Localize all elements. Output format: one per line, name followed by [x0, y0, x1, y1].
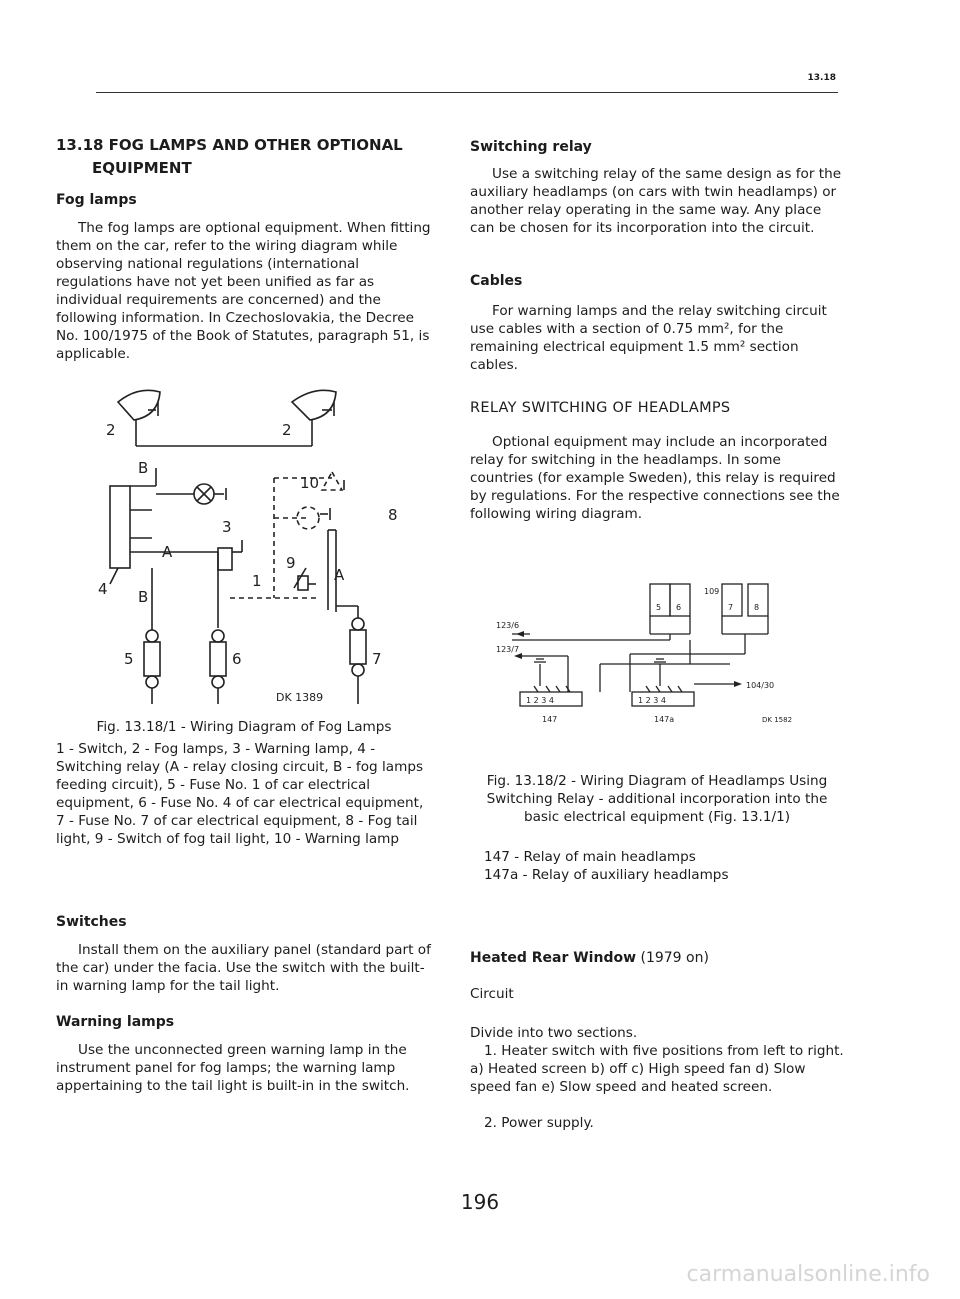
- circuit-label: Circuit: [470, 986, 514, 1002]
- relay-switching-heading: RELAY SWITCHING OF HEADLAMPS: [470, 400, 731, 416]
- switches-heading: Switches: [56, 914, 127, 930]
- fig1-caption-body: 1 - Switch, 2 - Fog lamps, 3 - Warning lamp, 4 - Switching relay (A - relay closing circuit, B - fog lamps feeding circuit), 5 - Fuse No. 1 of car electrical equipment, 6 - Fuse No. 4 of car electrical equipment, 7 - Fuse No. 7 of car electrical equipment, 8 - Fog tail light, 9 - Switch of fog tail light, 10 - Warning lamp: [56, 741, 424, 847]
- warning-lamps-paragraph: Use the unconnected green warning lamp in the instrument panel for fog lamps; the warning lamp appertaining to the tail light is built-in in the switch.: [56, 1042, 410, 1094]
- warning-lamps-heading: Warning lamps: [56, 1014, 175, 1030]
- divide-text: Divide into two sections.: [470, 1025, 638, 1041]
- fuse-7-icon: [336, 606, 366, 704]
- fuse-5-icon: [144, 630, 160, 704]
- fog-lamps-paragraph: The fog lamps are optional equipment. When fitting them on the car, refer to the wiring diagram while observing national regulations (international regulations have not yet been unified as far as individual requirements are concerned) and the following information. In Czechoslovakia, the Decree No. 100/1975 of the Book of Statutes, paragraph 51, is applicable.: [56, 220, 431, 362]
- wire-123-7: 123/7: [496, 645, 520, 654]
- heated-rear-window-heading: [470, 950, 709, 966]
- connector-6: 6: [676, 603, 682, 612]
- warning-lamp-10-icon: [322, 472, 342, 490]
- label-2-left: 2: [106, 421, 116, 439]
- section-title: [56, 134, 456, 180]
- watermark: carmanualsonline.info: [686, 1262, 930, 1287]
- legend-147: 147 - Relay of main headlamps: [484, 849, 696, 865]
- relay-switching-paragraph: Optional equipment may include an incorporated relay for switching in the headlamps. In some countries (for example Sweden), this relay is required by regulations. For the respective connections see the following wiring diagram.: [470, 434, 840, 522]
- connector-7: 7: [728, 603, 734, 612]
- headlamp-relay-wiring-diagram: [490, 574, 830, 734]
- fog-lamp-wiring-diagram: [96, 380, 416, 710]
- fuse-6-icon: [210, 630, 226, 704]
- label-147: 147: [542, 715, 558, 724]
- wire-123-6: 123/6: [496, 621, 520, 630]
- label-147a: 147a: [654, 715, 675, 724]
- label-1: 1: [252, 572, 262, 590]
- fog-tail-light-icon: [297, 507, 319, 529]
- label-A-left: A: [162, 543, 173, 561]
- switching-relay-heading: Switching relay: [470, 139, 592, 155]
- fig1-caption-title: Fig. 13.18/1 - Wiring Diagram of Fog Lamps: [96, 719, 392, 735]
- switching-relay-block: [110, 486, 130, 568]
- running-head: 13.18: [807, 73, 836, 83]
- figure-code: DK 1389: [276, 691, 324, 704]
- label-B-top: B: [138, 459, 149, 477]
- page-number: 196: [460, 1190, 500, 1214]
- label-4: 4: [98, 580, 108, 598]
- figure-2-code: DK 1582: [762, 716, 793, 724]
- relay-147a-pins: 1 2 3 4: [638, 696, 666, 705]
- header-rule: [96, 92, 838, 93]
- wire-104-30: 104/30: [746, 681, 775, 690]
- fog-switch-icon: [218, 548, 232, 570]
- switches-paragraph: Install them on the auxiliary panel (standard part of the car) under the facia. Use the switch with the built-in warning lamp for the tail light.: [56, 942, 431, 994]
- connector-5: 5: [656, 603, 662, 612]
- item-2: 2. Power supply.: [484, 1115, 594, 1131]
- label-2-right: 2: [282, 421, 292, 439]
- section-title-line-1: 13.18 FOG LAMPS AND OTHER OPTIONAL: [56, 136, 403, 154]
- fig2-caption: Fig. 13.18/2 - Wiring Diagram of Headlamps Using Switching Relay - additional incorporation into the basic electrical equipment (Fig. 13.1/1): [486, 773, 828, 825]
- label-109: 109: [704, 587, 720, 596]
- item-1: 1. Heater switch with five positions from left to right. a) Heated screen b) off c) High speed fan d) Slow speed fan e) Slow speed and heated screen.: [470, 1043, 844, 1095]
- label-6: 6: [232, 650, 242, 668]
- label-7: 7: [372, 650, 382, 668]
- label-8: 8: [388, 506, 398, 524]
- section-title-line-2: EQUIPMENT: [92, 159, 192, 177]
- label-A-right: A: [334, 566, 345, 584]
- cables-paragraph: For warning lamps and the relay switching circuit use cables with a section of 0.75 mm², for the remaining electrical equipment 1.5 mm² section cables.: [470, 303, 827, 373]
- label-3: 3: [222, 518, 232, 536]
- label-5: 5: [124, 650, 134, 668]
- fog-lamps-heading: Fog lamps: [56, 192, 137, 208]
- switching-relay-paragraph: Use a switching relay of the same design as for the auxiliary headlamps (on cars with twin headlamps) or another relay operating in the same way. Any place can be chosen for its incorporation into the circuit.: [470, 166, 842, 236]
- cables-heading: Cables: [470, 273, 523, 289]
- connector-8: 8: [754, 603, 760, 612]
- heated-rear-window-title: Heated Rear Window: [470, 950, 637, 966]
- relay-147-pins: 1 2 3 4: [526, 696, 554, 705]
- fog-lamp-left-icon: [118, 390, 160, 420]
- legend-147a: 147a - Relay of auxiliary headlamps: [484, 867, 729, 883]
- label-B-bottom: B: [138, 588, 149, 606]
- label-9: 9: [286, 554, 296, 572]
- label-10: 10: [300, 474, 320, 492]
- heated-rear-window-year: (1979 on): [640, 950, 709, 966]
- fog-lamp-right-icon: [292, 390, 336, 420]
